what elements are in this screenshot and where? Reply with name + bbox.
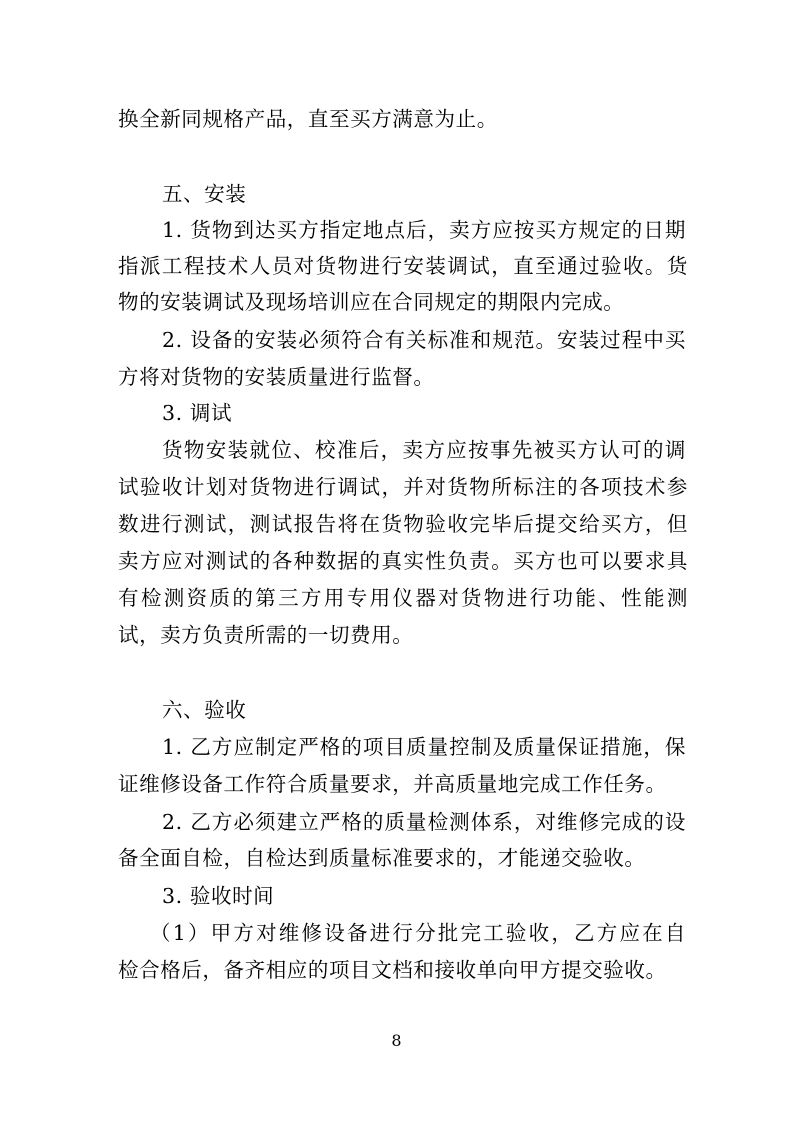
paragraph-line: （1）甲方对维修设备进行分批完工验收，乙方应在自 [150, 921, 686, 945]
paragraph-line: 1. 货物到达买方指定地点后，卖方应按买方规定的日期 [162, 218, 686, 242]
paragraph-line: 卖方应对测试的各种数据的真实性负责。买方也可以要求具 [118, 549, 688, 573]
paragraph-line: 物的安装调试及现场培训应在合同规定的期限内完成。 [118, 290, 625, 314]
subsection-heading-debugging: 3. 调试 [162, 401, 233, 425]
paragraph-line: 数进行测试，测试报告将在货物验收完毕后提交给买方，但 [118, 512, 688, 536]
paragraph-line: 备全面自检，自检达到质量标准要求的，才能递交验收。 [118, 846, 646, 870]
paragraph-line: 2. 乙方必须建立严格的质量检测体系，对维修完成的设 [162, 810, 686, 834]
section-heading-acceptance: 六、验收 [162, 698, 247, 722]
paragraph-line: 证维修设备工作符合质量要求，并高质量地完成工作任务。 [118, 772, 667, 796]
page-number: 8 [391, 1031, 402, 1050]
paragraph-line: 方将对货物的安装质量进行监督。 [118, 365, 435, 389]
paragraph-line: 货物安装就位、校准后，卖方应按事先被买方认可的调 [162, 438, 686, 462]
paragraph-line: 有检测资质的第三方用专用仪器对货物进行功能、性能测 [118, 586, 688, 610]
paragraph-line: 试验收计划对货物进行调试，并对货物所标注的各项技术参 [118, 475, 688, 499]
paragraph-line: 检合格后，备齐相应的项目文档和接收单向甲方提交验收。 [118, 958, 667, 982]
section-heading-installation: 五、安装 [162, 182, 247, 206]
paragraph-line: 换全新同规格产品，直至买方满意为止。 [118, 107, 498, 131]
paragraph-line: 指派工程技术人员对货物进行安装调试，直至通过验收。货 [118, 254, 688, 278]
paragraph-line: 1. 乙方应制定严格的项目质量控制及质量保证措施，保 [162, 735, 686, 759]
subsection-heading-acceptance-time: 3. 验收时间 [162, 884, 275, 908]
paragraph-line: 2. 设备的安装必须符合有关标准和规范。安装过程中买 [162, 328, 686, 352]
paragraph-line: 试，卖方负责所需的一切费用。 [118, 623, 414, 647]
